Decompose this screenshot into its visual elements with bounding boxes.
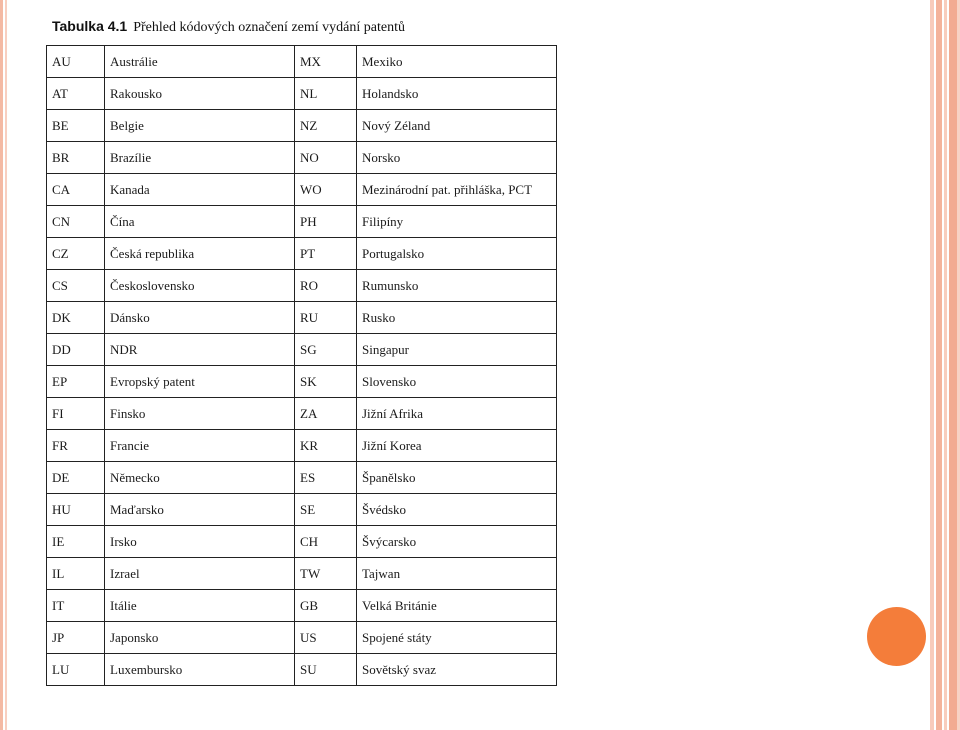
country-name-cell: Dánsko: [105, 302, 295, 334]
table-row: [47, 46, 557, 78]
country-name-cell: Belgie: [105, 110, 295, 142]
table-row: [47, 302, 557, 334]
table-row: [47, 526, 557, 558]
country-code-cell: CS: [47, 270, 105, 302]
country-code-cell: ZA: [295, 398, 357, 430]
country-name-cell: Rakousko: [105, 78, 295, 110]
table-row: [47, 142, 557, 174]
country-name-cell: Austrálie: [105, 46, 295, 78]
right-border-stripe: [949, 0, 957, 730]
table-row: [47, 110, 557, 142]
country-name-cell: Sovětský svaz: [357, 654, 557, 686]
table-row: [47, 462, 557, 494]
table-row: [47, 206, 557, 238]
country-name-cell: Filipíny: [357, 206, 557, 238]
country-code-cell: EP: [47, 366, 105, 398]
country-code-cell: DK: [47, 302, 105, 334]
country-name-cell: Brazílie: [105, 142, 295, 174]
table-row: [47, 558, 557, 590]
country-name-cell: Německo: [105, 462, 295, 494]
country-name-cell: Portugalsko: [357, 238, 557, 270]
country-code-cell: CN: [47, 206, 105, 238]
country-code-cell: RO: [295, 270, 357, 302]
country-name-cell: Luxembursko: [105, 654, 295, 686]
country-code-cell: SG: [295, 334, 357, 366]
country-code-cell: DD: [47, 334, 105, 366]
country-name-cell: Maďarsko: [105, 494, 295, 526]
table-row: [47, 78, 557, 110]
right-border-stripe: [930, 0, 934, 730]
country-code-cell: IT: [47, 590, 105, 622]
country-code-cell: ES: [295, 462, 357, 494]
country-code-cell: MX: [295, 46, 357, 78]
country-name-cell: Rumunsko: [357, 270, 557, 302]
country-name-cell: Slovensko: [357, 366, 557, 398]
country-code-cell: PH: [295, 206, 357, 238]
country-name-cell: Norsko: [357, 142, 557, 174]
country-code-cell: IL: [47, 558, 105, 590]
country-code-cell: CZ: [47, 238, 105, 270]
country-name-cell: Mezinárodní pat. přihláška, PCT: [357, 174, 557, 206]
country-name-cell: Irsko: [105, 526, 295, 558]
country-name-cell: Izrael: [105, 558, 295, 590]
country-name-cell: Spojené státy: [357, 622, 557, 654]
country-name-cell: Nový Zéland: [357, 110, 557, 142]
country-name-cell: Jižní Afrika: [357, 398, 557, 430]
country-code-cell: PT: [295, 238, 357, 270]
right-border-stripe: [944, 0, 947, 730]
country-code-cell: JP: [47, 622, 105, 654]
table-row: [47, 398, 557, 430]
country-name-cell: Španělsko: [357, 462, 557, 494]
table-row: [47, 590, 557, 622]
country-code-cell: NL: [295, 78, 357, 110]
country-name-cell: Švýcarsko: [357, 526, 557, 558]
country-code-cell: AU: [47, 46, 105, 78]
country-code-cell: FR: [47, 430, 105, 462]
country-name-cell: Jižní Korea: [357, 430, 557, 462]
country-code-cell: SK: [295, 366, 357, 398]
table-row: [47, 430, 557, 462]
country-name-cell: Čína: [105, 206, 295, 238]
country-code-cell: NZ: [295, 110, 357, 142]
country-code-cell: TW: [295, 558, 357, 590]
country-name-cell: Itálie: [105, 590, 295, 622]
table-row: [47, 270, 557, 302]
country-code-cell: DE: [47, 462, 105, 494]
table-row: [47, 654, 557, 686]
country-name-cell: Tajwan: [357, 558, 557, 590]
country-name-cell: Československo: [105, 270, 295, 302]
table-row: [47, 334, 557, 366]
country-name-cell: Francie: [105, 430, 295, 462]
country-code-cell: GB: [295, 590, 357, 622]
country-name-cell: Holandsko: [357, 78, 557, 110]
table-row: [47, 494, 557, 526]
country-name-cell: Česká republika: [105, 238, 295, 270]
right-border-stripe: [936, 0, 942, 730]
table-caption-label: Tabulka 4.1: [52, 18, 128, 34]
country-code-cell: LU: [47, 654, 105, 686]
table-caption-text: Přehled kódových označení zemí vydání patentů: [133, 20, 405, 35]
country-code-cell: SE: [295, 494, 357, 526]
country-name-cell: Japonsko: [105, 622, 295, 654]
country-code-cell: BR: [47, 142, 105, 174]
table-row: [47, 174, 557, 206]
country-name-cell: Rusko: [357, 302, 557, 334]
country-name-cell: Finsko: [105, 398, 295, 430]
country-code-cell: KR: [295, 430, 357, 462]
table-row: [47, 366, 557, 398]
country-code-cell: AT: [47, 78, 105, 110]
left-border-stripe: [0, 0, 3, 730]
country-name-cell: Kanada: [105, 174, 295, 206]
country-name-cell: Singapur: [357, 334, 557, 366]
table-row: [47, 622, 557, 654]
country-code-cell: CA: [47, 174, 105, 206]
country-code-cell: WO: [295, 174, 357, 206]
country-code-cell: HU: [47, 494, 105, 526]
country-name-cell: NDR: [105, 334, 295, 366]
country-code-cell: IE: [47, 526, 105, 558]
country-codes-table: [46, 45, 557, 686]
left-border-stripe: [5, 0, 7, 730]
country-name-cell: Evropský patent: [105, 366, 295, 398]
country-code-cell: SU: [295, 654, 357, 686]
decorative-circle: [867, 607, 926, 666]
country-code-cell: RU: [295, 302, 357, 334]
country-code-cell: NO: [295, 142, 357, 174]
country-code-cell: CH: [295, 526, 357, 558]
country-name-cell: Mexiko: [357, 46, 557, 78]
country-codes-table-body: [47, 46, 557, 686]
country-code-cell: US: [295, 622, 357, 654]
country-code-cell: FI: [47, 398, 105, 430]
country-name-cell: Švédsko: [357, 494, 557, 526]
table-row: [47, 238, 557, 270]
table-caption: [52, 18, 405, 36]
country-name-cell: Velká Británie: [357, 590, 557, 622]
country-code-cell: BE: [47, 110, 105, 142]
